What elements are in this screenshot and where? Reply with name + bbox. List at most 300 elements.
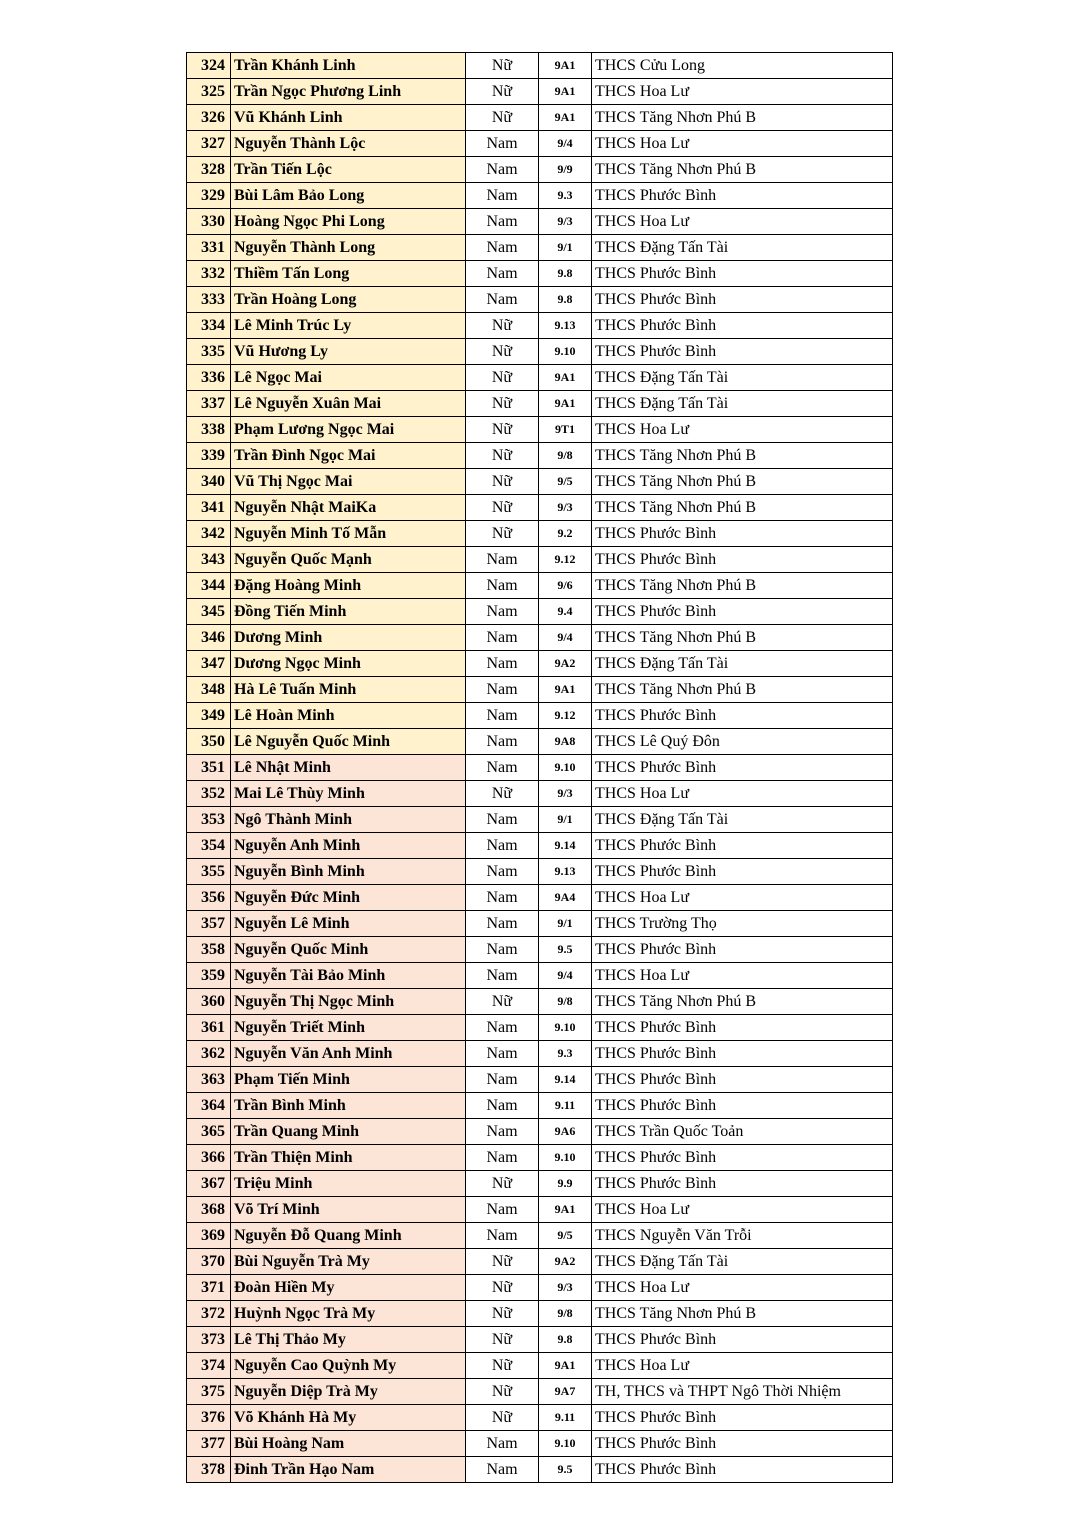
- student-school: THCS Tăng Nhơn Phú B: [592, 625, 893, 651]
- student-gender: Nam: [466, 157, 539, 183]
- student-school: THCS Phước Bình: [592, 755, 893, 781]
- row-number: 359: [187, 963, 231, 989]
- student-gender: Nữ: [466, 79, 539, 105]
- student-name: Bùi Hoàng Nam: [231, 1431, 466, 1457]
- table-row: [187, 1275, 893, 1301]
- table-row: [187, 911, 893, 937]
- row-number: 361: [187, 1015, 231, 1041]
- student-name: Ngô Thành Minh: [231, 807, 466, 833]
- student-gender: Nữ: [466, 105, 539, 131]
- student-name: Nguyễn Đỗ Quang Minh: [231, 1223, 466, 1249]
- student-class: 9/5: [539, 1223, 592, 1249]
- row-number: 337: [187, 391, 231, 417]
- table-row: [187, 1405, 893, 1431]
- student-school: THCS Đặng Tấn Tài: [592, 1249, 893, 1275]
- student-gender: Nữ: [466, 339, 539, 365]
- student-gender: Nam: [466, 209, 539, 235]
- row-number: 358: [187, 937, 231, 963]
- student-gender: Nữ: [466, 417, 539, 443]
- row-number: 356: [187, 885, 231, 911]
- table-row: [187, 885, 893, 911]
- table-row: [187, 1171, 893, 1197]
- student-class: 9.10: [539, 755, 592, 781]
- student-gender: Nữ: [466, 1171, 539, 1197]
- student-school: THCS Phước Bình: [592, 521, 893, 547]
- row-number: 373: [187, 1327, 231, 1353]
- student-class: 9A1: [539, 53, 592, 79]
- student-class: 9/3: [539, 781, 592, 807]
- student-gender: Nam: [466, 1431, 539, 1457]
- student-class: 9.10: [539, 1015, 592, 1041]
- student-gender: Nữ: [466, 989, 539, 1015]
- student-name: Lê Thị Thảo My: [231, 1327, 466, 1353]
- row-number: 374: [187, 1353, 231, 1379]
- row-number: 352: [187, 781, 231, 807]
- student-school: THCS Phước Bình: [592, 1093, 893, 1119]
- table-row: [187, 729, 893, 755]
- row-number: 353: [187, 807, 231, 833]
- student-gender: Nữ: [466, 1301, 539, 1327]
- table-row: [187, 261, 893, 287]
- student-class: 9.5: [539, 1457, 592, 1483]
- student-school: THCS Phước Bình: [592, 1405, 893, 1431]
- student-class: 9/6: [539, 573, 592, 599]
- student-school: THCS Tăng Nhơn Phú B: [592, 157, 893, 183]
- table-row: [187, 807, 893, 833]
- student-name: Nguyễn Anh Minh: [231, 833, 466, 859]
- student-name: Huỳnh Ngọc Trà My: [231, 1301, 466, 1327]
- student-name: Đặng Hoàng Minh: [231, 573, 466, 599]
- student-name: Nguyễn Triết Minh: [231, 1015, 466, 1041]
- student-school: THCS Hoa Lư: [592, 1353, 893, 1379]
- student-name: Lê Nhật Minh: [231, 755, 466, 781]
- table-row: [187, 1431, 893, 1457]
- student-class: 9A1: [539, 79, 592, 105]
- row-number: 376: [187, 1405, 231, 1431]
- row-number: 351: [187, 755, 231, 781]
- student-name: Lê Ngọc Mai: [231, 365, 466, 391]
- student-gender: Nam: [466, 1041, 539, 1067]
- student-class: 9.13: [539, 859, 592, 885]
- student-school: THCS Phước Bình: [592, 859, 893, 885]
- student-school: THCS Phước Bình: [592, 1171, 893, 1197]
- student-name: Nguyễn Tài Bảo Minh: [231, 963, 466, 989]
- student-gender: Nam: [466, 911, 539, 937]
- student-class: 9.8: [539, 261, 592, 287]
- table-row: [187, 937, 893, 963]
- table-row: [187, 391, 893, 417]
- student-class: 9.10: [539, 1431, 592, 1457]
- row-number: 371: [187, 1275, 231, 1301]
- student-gender: Nam: [466, 183, 539, 209]
- student-class: 9.10: [539, 1145, 592, 1171]
- student-gender: Nữ: [466, 781, 539, 807]
- row-number: 344: [187, 573, 231, 599]
- row-number: 347: [187, 651, 231, 677]
- student-gender: Nam: [466, 261, 539, 287]
- student-class: 9.9: [539, 1171, 592, 1197]
- table-row: [187, 625, 893, 651]
- row-number: 336: [187, 365, 231, 391]
- row-number: 368: [187, 1197, 231, 1223]
- row-number: 378: [187, 1457, 231, 1483]
- table-row: [187, 1379, 893, 1405]
- table-row: [187, 53, 893, 79]
- row-number: 345: [187, 599, 231, 625]
- student-list-body: [187, 53, 893, 1483]
- student-name: Lê Nguyễn Xuân Mai: [231, 391, 466, 417]
- table-row: [187, 469, 893, 495]
- table-row: [187, 1249, 893, 1275]
- row-number: 377: [187, 1431, 231, 1457]
- student-name: Bùi Lâm Bảo Long: [231, 183, 466, 209]
- student-class: 9/1: [539, 807, 592, 833]
- table-row: [187, 209, 893, 235]
- student-gender: Nữ: [466, 521, 539, 547]
- row-number: 349: [187, 703, 231, 729]
- student-name: Vũ Khánh Linh: [231, 105, 466, 131]
- table-row: [187, 1145, 893, 1171]
- row-number: 338: [187, 417, 231, 443]
- student-name: Nguyễn Diệp Trà My: [231, 1379, 466, 1405]
- table-row: [187, 339, 893, 365]
- student-school: THCS Tăng Nhơn Phú B: [592, 1301, 893, 1327]
- student-school: THCS Trường Thọ: [592, 911, 893, 937]
- table-row: [187, 287, 893, 313]
- student-name: Nguyễn Bình Minh: [231, 859, 466, 885]
- student-school: THCS Phước Bình: [592, 1015, 893, 1041]
- student-school: THCS Phước Bình: [592, 547, 893, 573]
- student-name: Nguyễn Minh Tố Mẫn: [231, 521, 466, 547]
- student-name: Trần Thiện Minh: [231, 1145, 466, 1171]
- student-class: 9.13: [539, 313, 592, 339]
- table-row: [187, 495, 893, 521]
- row-number: 366: [187, 1145, 231, 1171]
- table-row: [187, 1457, 893, 1483]
- student-gender: Nam: [466, 677, 539, 703]
- student-school: THCS Tăng Nhơn Phú B: [592, 677, 893, 703]
- student-school: THCS Phước Bình: [592, 1067, 893, 1093]
- student-gender: Nữ: [466, 1405, 539, 1431]
- row-number: 375: [187, 1379, 231, 1405]
- student-school: THCS Tăng Nhơn Phú B: [592, 443, 893, 469]
- student-class: 9A2: [539, 651, 592, 677]
- student-gender: Nam: [466, 1145, 539, 1171]
- student-school: THCS Trần Quốc Toản: [592, 1119, 893, 1145]
- student-name: Lê Minh Trúc Ly: [231, 313, 466, 339]
- student-gender: Nữ: [466, 469, 539, 495]
- student-school: THCS Đặng Tấn Tài: [592, 391, 893, 417]
- student-gender: Nam: [466, 937, 539, 963]
- student-name: Phạm Lương Ngọc Mai: [231, 417, 466, 443]
- row-number: 331: [187, 235, 231, 261]
- table-row: [187, 963, 893, 989]
- table-row: [187, 521, 893, 547]
- student-class: 9.11: [539, 1405, 592, 1431]
- student-class: 9.3: [539, 1041, 592, 1067]
- student-class: 9.12: [539, 547, 592, 573]
- table-row: [187, 1223, 893, 1249]
- row-number: 324: [187, 53, 231, 79]
- student-school: THCS Phước Bình: [592, 1327, 893, 1353]
- student-name: Phạm Tiến Minh: [231, 1067, 466, 1093]
- student-class: 9A1: [539, 105, 592, 131]
- table-row: [187, 1301, 893, 1327]
- table-row: [187, 183, 893, 209]
- student-name: Triệu Minh: [231, 1171, 466, 1197]
- student-class: 9/8: [539, 1301, 592, 1327]
- student-class: 9A1: [539, 1197, 592, 1223]
- row-number: 364: [187, 1093, 231, 1119]
- student-name: Nguyễn Thành Long: [231, 235, 466, 261]
- student-gender: Nữ: [466, 1249, 539, 1275]
- row-number: 326: [187, 105, 231, 131]
- student-class: 9.8: [539, 287, 592, 313]
- student-school: THCS Cửu Long: [592, 53, 893, 79]
- row-number: 362: [187, 1041, 231, 1067]
- table-row: [187, 599, 893, 625]
- student-class: 9/3: [539, 495, 592, 521]
- student-gender: Nữ: [466, 53, 539, 79]
- student-name: Lê Hoàn Minh: [231, 703, 466, 729]
- row-number: 354: [187, 833, 231, 859]
- student-name: Trần Tiến Lộc: [231, 157, 466, 183]
- student-gender: Nam: [466, 963, 539, 989]
- row-number: 328: [187, 157, 231, 183]
- student-name: Đồng Tiến Minh: [231, 599, 466, 625]
- student-school: THCS Đặng Tấn Tài: [592, 807, 893, 833]
- student-gender: Nam: [466, 755, 539, 781]
- student-school: THCS Tăng Nhơn Phú B: [592, 469, 893, 495]
- student-gender: Nam: [466, 651, 539, 677]
- student-school: THCS Tăng Nhơn Phú B: [592, 989, 893, 1015]
- student-gender: Nam: [466, 131, 539, 157]
- student-gender: Nam: [466, 573, 539, 599]
- student-gender: Nam: [466, 235, 539, 261]
- table-row: [187, 651, 893, 677]
- student-school: THCS Phước Bình: [592, 287, 893, 313]
- student-school: THCS Phước Bình: [592, 339, 893, 365]
- table-row: [187, 105, 893, 131]
- student-class: 9/8: [539, 443, 592, 469]
- student-school: THCS Tăng Nhơn Phú B: [592, 105, 893, 131]
- student-name: Nguyễn Quốc Mạnh: [231, 547, 466, 573]
- student-school: THCS Phước Bình: [592, 313, 893, 339]
- student-gender: Nam: [466, 1015, 539, 1041]
- student-name: Võ Khánh Hà My: [231, 1405, 466, 1431]
- student-name: Mai Lê Thùy Minh: [231, 781, 466, 807]
- table-row: [187, 755, 893, 781]
- student-name: Hoàng Ngọc Phi Long: [231, 209, 466, 235]
- student-gender: Nữ: [466, 443, 539, 469]
- student-name: Đinh Trần Hạo Nam: [231, 1457, 466, 1483]
- row-number: 329: [187, 183, 231, 209]
- student-gender: Nữ: [466, 1379, 539, 1405]
- student-gender: Nam: [466, 807, 539, 833]
- student-school: THCS Phước Bình: [592, 703, 893, 729]
- student-name: Vũ Thị Ngọc Mai: [231, 469, 466, 495]
- table-row: [187, 703, 893, 729]
- row-number: 339: [187, 443, 231, 469]
- student-name: Đoàn Hiền My: [231, 1275, 466, 1301]
- student-class: 9.11: [539, 1093, 592, 1119]
- student-gender: Nữ: [466, 495, 539, 521]
- student-school: THCS Phước Bình: [592, 833, 893, 859]
- row-number: 365: [187, 1119, 231, 1145]
- student-list-table: [186, 52, 893, 1483]
- student-class: 9A1: [539, 365, 592, 391]
- student-gender: Nam: [466, 287, 539, 313]
- student-gender: Nam: [466, 625, 539, 651]
- student-class: 9/3: [539, 209, 592, 235]
- student-gender: Nam: [466, 833, 539, 859]
- student-gender: Nam: [466, 1223, 539, 1249]
- student-school: THCS Phước Bình: [592, 1041, 893, 1067]
- student-gender: Nam: [466, 1119, 539, 1145]
- student-gender: Nữ: [466, 1275, 539, 1301]
- student-school: THCS Phước Bình: [592, 937, 893, 963]
- row-number: 325: [187, 79, 231, 105]
- table-row: [187, 1093, 893, 1119]
- table-row: [187, 235, 893, 261]
- student-class: 9A1: [539, 1353, 592, 1379]
- student-name: Trần Quang Minh: [231, 1119, 466, 1145]
- row-number: 355: [187, 859, 231, 885]
- student-name: Vũ Hương Ly: [231, 339, 466, 365]
- row-number: 363: [187, 1067, 231, 1093]
- student-class: 9A6: [539, 1119, 592, 1145]
- row-number: 370: [187, 1249, 231, 1275]
- row-number: 332: [187, 261, 231, 287]
- student-class: 9T1: [539, 417, 592, 443]
- student-class: 9/1: [539, 911, 592, 937]
- student-school: THCS Hoa Lư: [592, 417, 893, 443]
- student-name: Nguyễn Cao Quỳnh My: [231, 1353, 466, 1379]
- student-name: Nguyễn Nhật MaiKa: [231, 495, 466, 521]
- student-class: 9/5: [539, 469, 592, 495]
- table-row: [187, 1327, 893, 1353]
- row-number: 348: [187, 677, 231, 703]
- row-number: 367: [187, 1171, 231, 1197]
- row-number: 357: [187, 911, 231, 937]
- student-class: 9.10: [539, 339, 592, 365]
- student-class: 9.8: [539, 1327, 592, 1353]
- table-row: [187, 1067, 893, 1093]
- row-number: 334: [187, 313, 231, 339]
- table-row: [187, 677, 893, 703]
- student-class: 9/4: [539, 625, 592, 651]
- student-school: THCS Hoa Lư: [592, 131, 893, 157]
- student-school: THCS Hoa Lư: [592, 1197, 893, 1223]
- table-row: [187, 833, 893, 859]
- table-row: [187, 859, 893, 885]
- student-gender: Nam: [466, 1067, 539, 1093]
- student-class: 9A1: [539, 677, 592, 703]
- table-row: [187, 79, 893, 105]
- student-school: THCS Lê Quý Đôn: [592, 729, 893, 755]
- row-number: 346: [187, 625, 231, 651]
- student-school: THCS Phước Bình: [592, 1145, 893, 1171]
- row-number: 333: [187, 287, 231, 313]
- student-gender: Nam: [466, 1093, 539, 1119]
- student-name: Hà Lê Tuấn Minh: [231, 677, 466, 703]
- student-class: 9/4: [539, 131, 592, 157]
- student-name: Trần Bình Minh: [231, 1093, 466, 1119]
- row-number: 350: [187, 729, 231, 755]
- student-school: THCS Hoa Lư: [592, 963, 893, 989]
- student-school: THCS Phước Bình: [592, 1431, 893, 1457]
- row-number: 372: [187, 1301, 231, 1327]
- student-name: Trần Ngọc Phương Linh: [231, 79, 466, 105]
- student-school: THCS Phước Bình: [592, 1457, 893, 1483]
- student-school: THCS Đặng Tấn Tài: [592, 365, 893, 391]
- student-name: Bùi Nguyễn Trà My: [231, 1249, 466, 1275]
- row-number: 360: [187, 989, 231, 1015]
- row-number: 335: [187, 339, 231, 365]
- row-number: 340: [187, 469, 231, 495]
- student-class: 9/4: [539, 963, 592, 989]
- student-school: THCS Hoa Lư: [592, 209, 893, 235]
- table-row: [187, 157, 893, 183]
- student-class: 9.14: [539, 833, 592, 859]
- student-school: THCS Nguyễn Văn Trỗi: [592, 1223, 893, 1249]
- student-school: THCS Đặng Tấn Tài: [592, 651, 893, 677]
- student-class: 9.5: [539, 937, 592, 963]
- student-class: 9/3: [539, 1275, 592, 1301]
- student-school: THCS Tăng Nhơn Phú B: [592, 573, 893, 599]
- student-class: 9/1: [539, 235, 592, 261]
- table-row: [187, 443, 893, 469]
- student-school: THCS Hoa Lư: [592, 781, 893, 807]
- student-class: 9.12: [539, 703, 592, 729]
- student-class: 9A2: [539, 1249, 592, 1275]
- row-number: 343: [187, 547, 231, 573]
- student-gender: Nữ: [466, 365, 539, 391]
- table-row: [187, 547, 893, 573]
- student-gender: Nữ: [466, 313, 539, 339]
- student-gender: Nam: [466, 1197, 539, 1223]
- student-class: 9.4: [539, 599, 592, 625]
- row-number: 327: [187, 131, 231, 157]
- student-name: Trần Đình Ngọc Mai: [231, 443, 466, 469]
- table-row: [187, 1015, 893, 1041]
- student-class: 9.2: [539, 521, 592, 547]
- student-gender: Nam: [466, 859, 539, 885]
- table-row: [187, 989, 893, 1015]
- student-school: THCS Phước Bình: [592, 599, 893, 625]
- student-gender: Nam: [466, 703, 539, 729]
- student-class: 9A7: [539, 1379, 592, 1405]
- student-gender: Nữ: [466, 1353, 539, 1379]
- student-school: THCS Đặng Tấn Tài: [592, 235, 893, 261]
- row-number: 341: [187, 495, 231, 521]
- student-name: Nguyễn Thị Ngọc Minh: [231, 989, 466, 1015]
- student-name: Trần Khánh Linh: [231, 53, 466, 79]
- student-school: THCS Hoa Lư: [592, 79, 893, 105]
- student-name: Lê Nguyễn Quốc Minh: [231, 729, 466, 755]
- table-row: [187, 365, 893, 391]
- student-name: Trần Hoàng Long: [231, 287, 466, 313]
- table-row: [187, 573, 893, 599]
- row-number: 369: [187, 1223, 231, 1249]
- student-name: Nguyễn Quốc Minh: [231, 937, 466, 963]
- row-number: 342: [187, 521, 231, 547]
- table-row: [187, 313, 893, 339]
- table-row: [187, 131, 893, 157]
- student-name: Nguyễn Lê Minh: [231, 911, 466, 937]
- student-class: 9/8: [539, 989, 592, 1015]
- student-class: 9.3: [539, 183, 592, 209]
